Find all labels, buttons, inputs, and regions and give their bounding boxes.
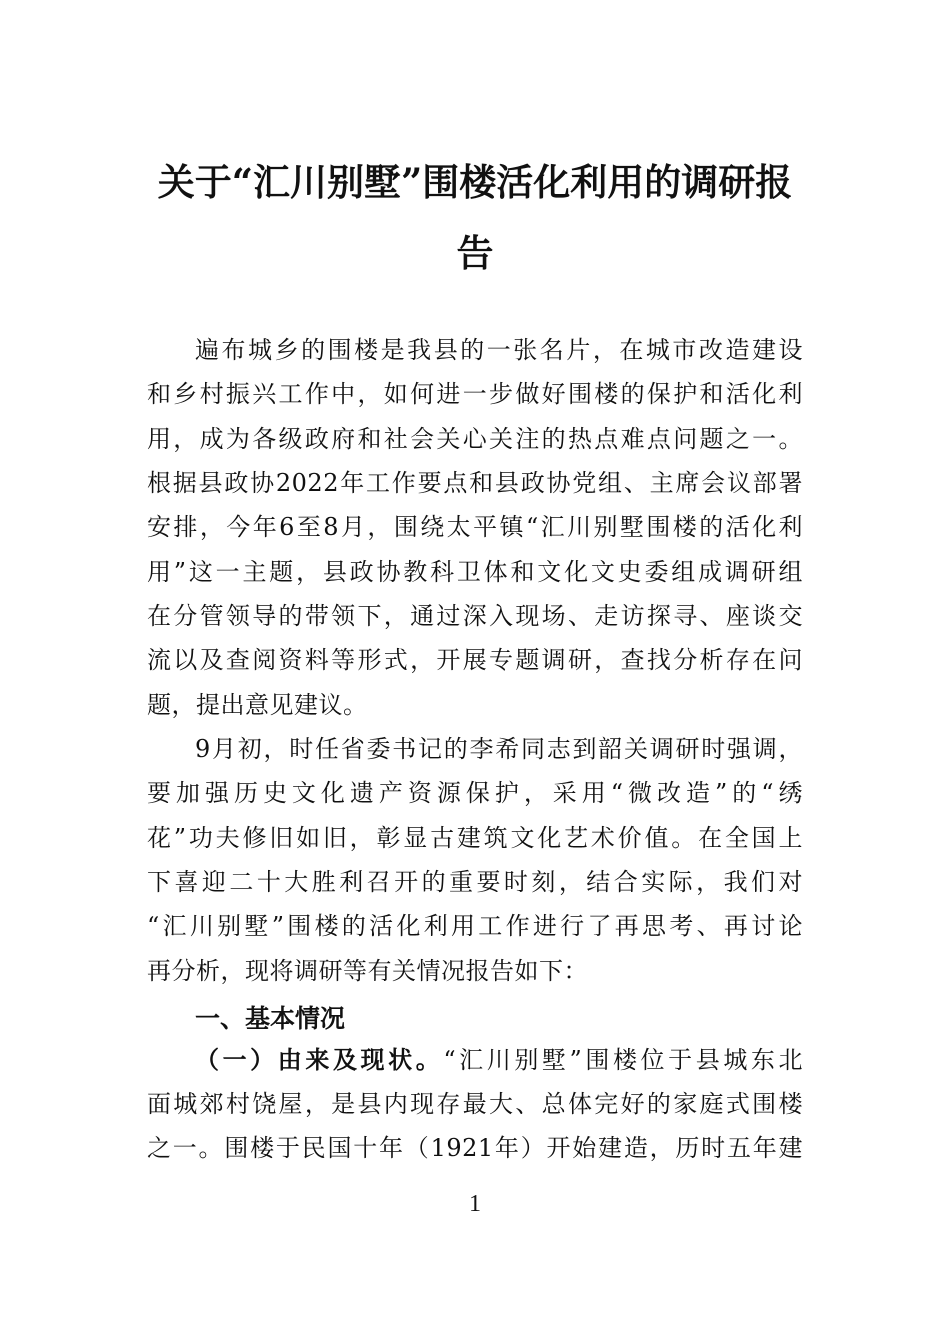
paragraph-line: 遍布城乡的围楼是我县的一张名片，在城市改造建设: [195, 336, 803, 364]
paragraph-line: 用”这一主题，县政协教科卫体和文化文史委组成调研组: [147, 558, 803, 586]
document-title-line-1: 关于“汇川别墅”围楼活化利用的调研报: [157, 160, 793, 204]
paragraph-line: 用，成为各级政府和社会关心关注的热点难点问题之一。: [147, 425, 803, 453]
paragraph-line: 要加强历史文化遗产资源保护，采用“微改造”的“绣: [147, 779, 803, 807]
paragraph-text: “汇川别墅”围楼位于县城东北: [443, 1046, 804, 1074]
paragraph-line: [195, 1038, 803, 1082]
paragraph-line: 流以及查阅资料等形式，开展专题调研，查找分析存在问: [147, 646, 803, 674]
document-title-line-2: 告: [456, 231, 494, 275]
paragraph-line: 根据县政协2022年工作要点和县政协党组、主席会议部署: [147, 469, 803, 497]
paragraph-line: 下喜迎二十大胜利召开的重要时刻，结合实际，我们对: [147, 868, 803, 896]
paragraph-line: 题，提出意见建议。: [147, 691, 368, 719]
paragraph-line: 安排，今年6至8月，围绕太平镇“汇川别墅围楼的活化利: [147, 513, 803, 541]
paragraph-line: 之一。围楼于民国十年（1921年）开始建造，历时五年建: [147, 1134, 803, 1162]
paragraph-line: 9月初，时任省委书记的李希同志到韶关调研时强调，: [195, 735, 803, 763]
paragraph-line: 在分管领导的带领下，通过深入现场、走访探寻、座谈交: [147, 602, 803, 630]
paragraph-line: 面城郊村饶屋，是县内现存最大、总体完好的家庭式围楼: [147, 1090, 803, 1118]
paragraph-line: “汇川别墅”围楼的活化利用工作进行了再思考、再讨论: [147, 912, 803, 940]
paragraph-line: 再分析，现将调研等有关情况报告如下：: [147, 957, 588, 985]
section-heading: 一、基本情况: [195, 1004, 346, 1033]
subsection-label: （一）由来及现状。: [195, 1045, 444, 1074]
paragraph-line: 花”功夫修旧如旧，彰显古建筑文化艺术价值。在全国上: [147, 824, 803, 852]
page-number: 1: [469, 1191, 481, 1217]
paragraph-line: 和乡村振兴工作中，如何进一步做好围楼的保护和活化利: [147, 380, 803, 408]
